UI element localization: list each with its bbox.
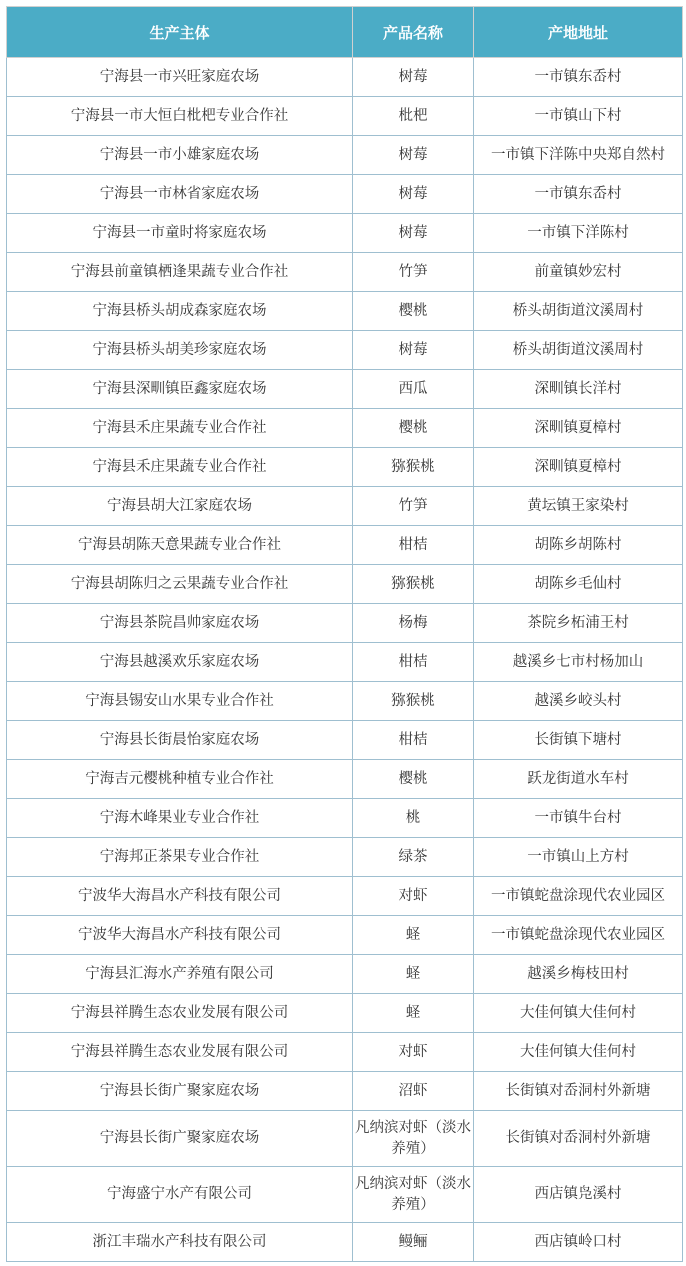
cell-producer: 宁海县长街晨怡家庭农场	[7, 721, 353, 760]
cell-address: 深甽镇夏樟村	[474, 448, 683, 487]
cell-product: 竹笋	[353, 253, 474, 292]
cell-product: 柑桔	[353, 643, 474, 682]
cell-producer: 宁海县深甽镇臣鑫家庭农场	[7, 370, 353, 409]
cell-address: 一市镇牛台村	[474, 799, 683, 838]
cell-address: 深甽镇夏樟村	[474, 409, 683, 448]
cell-product: 凡纳滨对虾（淡水养殖）	[353, 1167, 474, 1223]
table-row	[7, 175, 683, 214]
cell-product: 柑桔	[353, 721, 474, 760]
cell-address: 一市镇山上方村	[474, 838, 683, 877]
table-row	[7, 409, 683, 448]
cell-producer: 宁海县祥腾生态农业发展有限公司	[7, 1033, 353, 1072]
cell-producer: 宁海县长街广聚家庭农场	[7, 1072, 353, 1111]
cell-product: 樱桃	[353, 292, 474, 331]
cell-producer: 宁海县胡陈天意果蔬专业合作社	[7, 526, 353, 565]
cell-product: 蛏	[353, 994, 474, 1033]
cell-product: 樱桃	[353, 760, 474, 799]
cell-product: 树莓	[353, 136, 474, 175]
cell-product: 枇杷	[353, 97, 474, 136]
cell-producer: 宁波华大海昌水产科技有限公司	[7, 877, 353, 916]
cell-address: 越溪乡梅枝田村	[474, 955, 683, 994]
table-row	[7, 97, 683, 136]
cell-product: 树莓	[353, 331, 474, 370]
cell-address: 西店镇凫溪村	[474, 1167, 683, 1223]
table-row	[7, 526, 683, 565]
table-row	[7, 565, 683, 604]
cell-product: 鳗鲡	[353, 1223, 474, 1262]
cell-product: 柑桔	[353, 526, 474, 565]
cell-producer: 宁波华大海昌水产科技有限公司	[7, 916, 353, 955]
cell-producer: 宁海县越溪欢乐家庭农场	[7, 643, 353, 682]
cell-address: 长街镇对岙洞村外新塘	[474, 1111, 683, 1167]
table-row	[7, 1072, 683, 1111]
header-product: 产品名称	[353, 7, 474, 58]
cell-address: 一市镇东岙村	[474, 58, 683, 97]
cell-product: 蛏	[353, 916, 474, 955]
table-row	[7, 760, 683, 799]
table-row	[7, 214, 683, 253]
table-row	[7, 487, 683, 526]
cell-producer: 宁海邦正茶果专业合作社	[7, 838, 353, 877]
cell-address: 前童镇妙宏村	[474, 253, 683, 292]
table-body	[7, 58, 683, 1262]
producer-table	[6, 6, 683, 1262]
table-row	[7, 838, 683, 877]
header-row	[7, 7, 683, 58]
cell-address: 一市镇蛇盘涂现代农业园区	[474, 916, 683, 955]
cell-product: 樱桃	[353, 409, 474, 448]
cell-address: 大佳何镇大佳何村	[474, 994, 683, 1033]
cell-product: 竹笋	[353, 487, 474, 526]
cell-producer: 宁海县禾庄果蔬专业合作社	[7, 409, 353, 448]
table-row	[7, 448, 683, 487]
cell-address: 胡陈乡胡陈村	[474, 526, 683, 565]
cell-product: 绿茶	[353, 838, 474, 877]
cell-producer: 宁海县桥头胡成森家庭农场	[7, 292, 353, 331]
cell-producer: 宁海县一市林省家庭农场	[7, 175, 353, 214]
cell-producer: 宁海县汇海水产养殖有限公司	[7, 955, 353, 994]
cell-producer: 宁海县一市大恒白枇杷专业合作社	[7, 97, 353, 136]
cell-address: 越溪乡峧头村	[474, 682, 683, 721]
cell-producer: 宁海县祥腾生态农业发展有限公司	[7, 994, 353, 1033]
table-row	[7, 721, 683, 760]
table-row	[7, 253, 683, 292]
cell-address: 胡陈乡毛仙村	[474, 565, 683, 604]
header-producer: 生产主体	[7, 7, 353, 58]
cell-producer: 宁海县一市兴旺家庭农场	[7, 58, 353, 97]
cell-product: 猕猴桃	[353, 448, 474, 487]
cell-address: 一市镇蛇盘涂现代农业园区	[474, 877, 683, 916]
cell-producer: 宁海县桥头胡美珍家庭农场	[7, 331, 353, 370]
table-row	[7, 604, 683, 643]
cell-product: 对虾	[353, 877, 474, 916]
table-wrapper	[6, 6, 682, 1262]
cell-address: 茶院乡柘浦王村	[474, 604, 683, 643]
cell-address: 越溪乡七市村杨加山	[474, 643, 683, 682]
cell-producer: 宁海县禾庄果蔬专业合作社	[7, 448, 353, 487]
cell-producer: 浙江丰瑞水产科技有限公司	[7, 1223, 353, 1262]
cell-address: 长街镇对岙洞村外新塘	[474, 1072, 683, 1111]
cell-address: 一市镇下洋陈村	[474, 214, 683, 253]
cell-address: 一市镇山下村	[474, 97, 683, 136]
table-row	[7, 331, 683, 370]
cell-address: 桥头胡街道汶溪周村	[474, 331, 683, 370]
cell-product: 沼虾	[353, 1072, 474, 1111]
header-address: 产地地址	[474, 7, 683, 58]
cell-address: 一市镇下洋陈中央郑自然村	[474, 136, 683, 175]
cell-product: 树莓	[353, 175, 474, 214]
cell-address: 长街镇下塘村	[474, 721, 683, 760]
cell-product: 西瓜	[353, 370, 474, 409]
cell-address: 大佳何镇大佳何村	[474, 1033, 683, 1072]
table-row	[7, 994, 683, 1033]
table-row	[7, 370, 683, 409]
table-row	[7, 682, 683, 721]
table-row	[7, 955, 683, 994]
cell-product: 凡纳滨对虾（淡水养殖）	[353, 1111, 474, 1167]
table-row	[7, 292, 683, 331]
cell-address: 桥头胡街道汶溪周村	[474, 292, 683, 331]
cell-address: 一市镇东岙村	[474, 175, 683, 214]
table-row	[7, 643, 683, 682]
cell-producer: 宁海县锡安山水果专业合作社	[7, 682, 353, 721]
cell-product: 树莓	[353, 58, 474, 97]
table-row	[7, 1033, 683, 1072]
table-row	[7, 58, 683, 97]
cell-product: 对虾	[353, 1033, 474, 1072]
table-row	[7, 916, 683, 955]
cell-producer: 宁海盛宁水产有限公司	[7, 1167, 353, 1223]
cell-product: 猕猴桃	[353, 682, 474, 721]
cell-producer: 宁海县一市小雄家庭农场	[7, 136, 353, 175]
cell-producer: 宁海县胡陈归之云果蔬专业合作社	[7, 565, 353, 604]
cell-product: 蛏	[353, 955, 474, 994]
cell-address: 西店镇岭口村	[474, 1223, 683, 1262]
table-row	[7, 877, 683, 916]
cell-product: 杨梅	[353, 604, 474, 643]
cell-producer: 宁海县胡大江家庭农场	[7, 487, 353, 526]
table-row	[7, 799, 683, 838]
cell-address: 深甽镇长洋村	[474, 370, 683, 409]
cell-address: 跃龙街道水车村	[474, 760, 683, 799]
table-row	[7, 1167, 683, 1223]
cell-product: 桃	[353, 799, 474, 838]
table-row	[7, 136, 683, 175]
cell-producer: 宁海县一市童时将家庭农场	[7, 214, 353, 253]
cell-producer: 宁海县茶院昌帅家庭农场	[7, 604, 353, 643]
cell-producer: 宁海吉元樱桃种植专业合作社	[7, 760, 353, 799]
cell-address: 黄坛镇王家染村	[474, 487, 683, 526]
cell-producer: 宁海县前童镇栖逢果蔬专业合作社	[7, 253, 353, 292]
table-row	[7, 1223, 683, 1262]
cell-product: 树莓	[353, 214, 474, 253]
table-header	[7, 7, 683, 58]
cell-producer: 宁海木峰果业专业合作社	[7, 799, 353, 838]
table-row	[7, 1111, 683, 1167]
cell-product: 猕猴桃	[353, 565, 474, 604]
cell-producer: 宁海县长街广聚家庭农场	[7, 1111, 353, 1167]
